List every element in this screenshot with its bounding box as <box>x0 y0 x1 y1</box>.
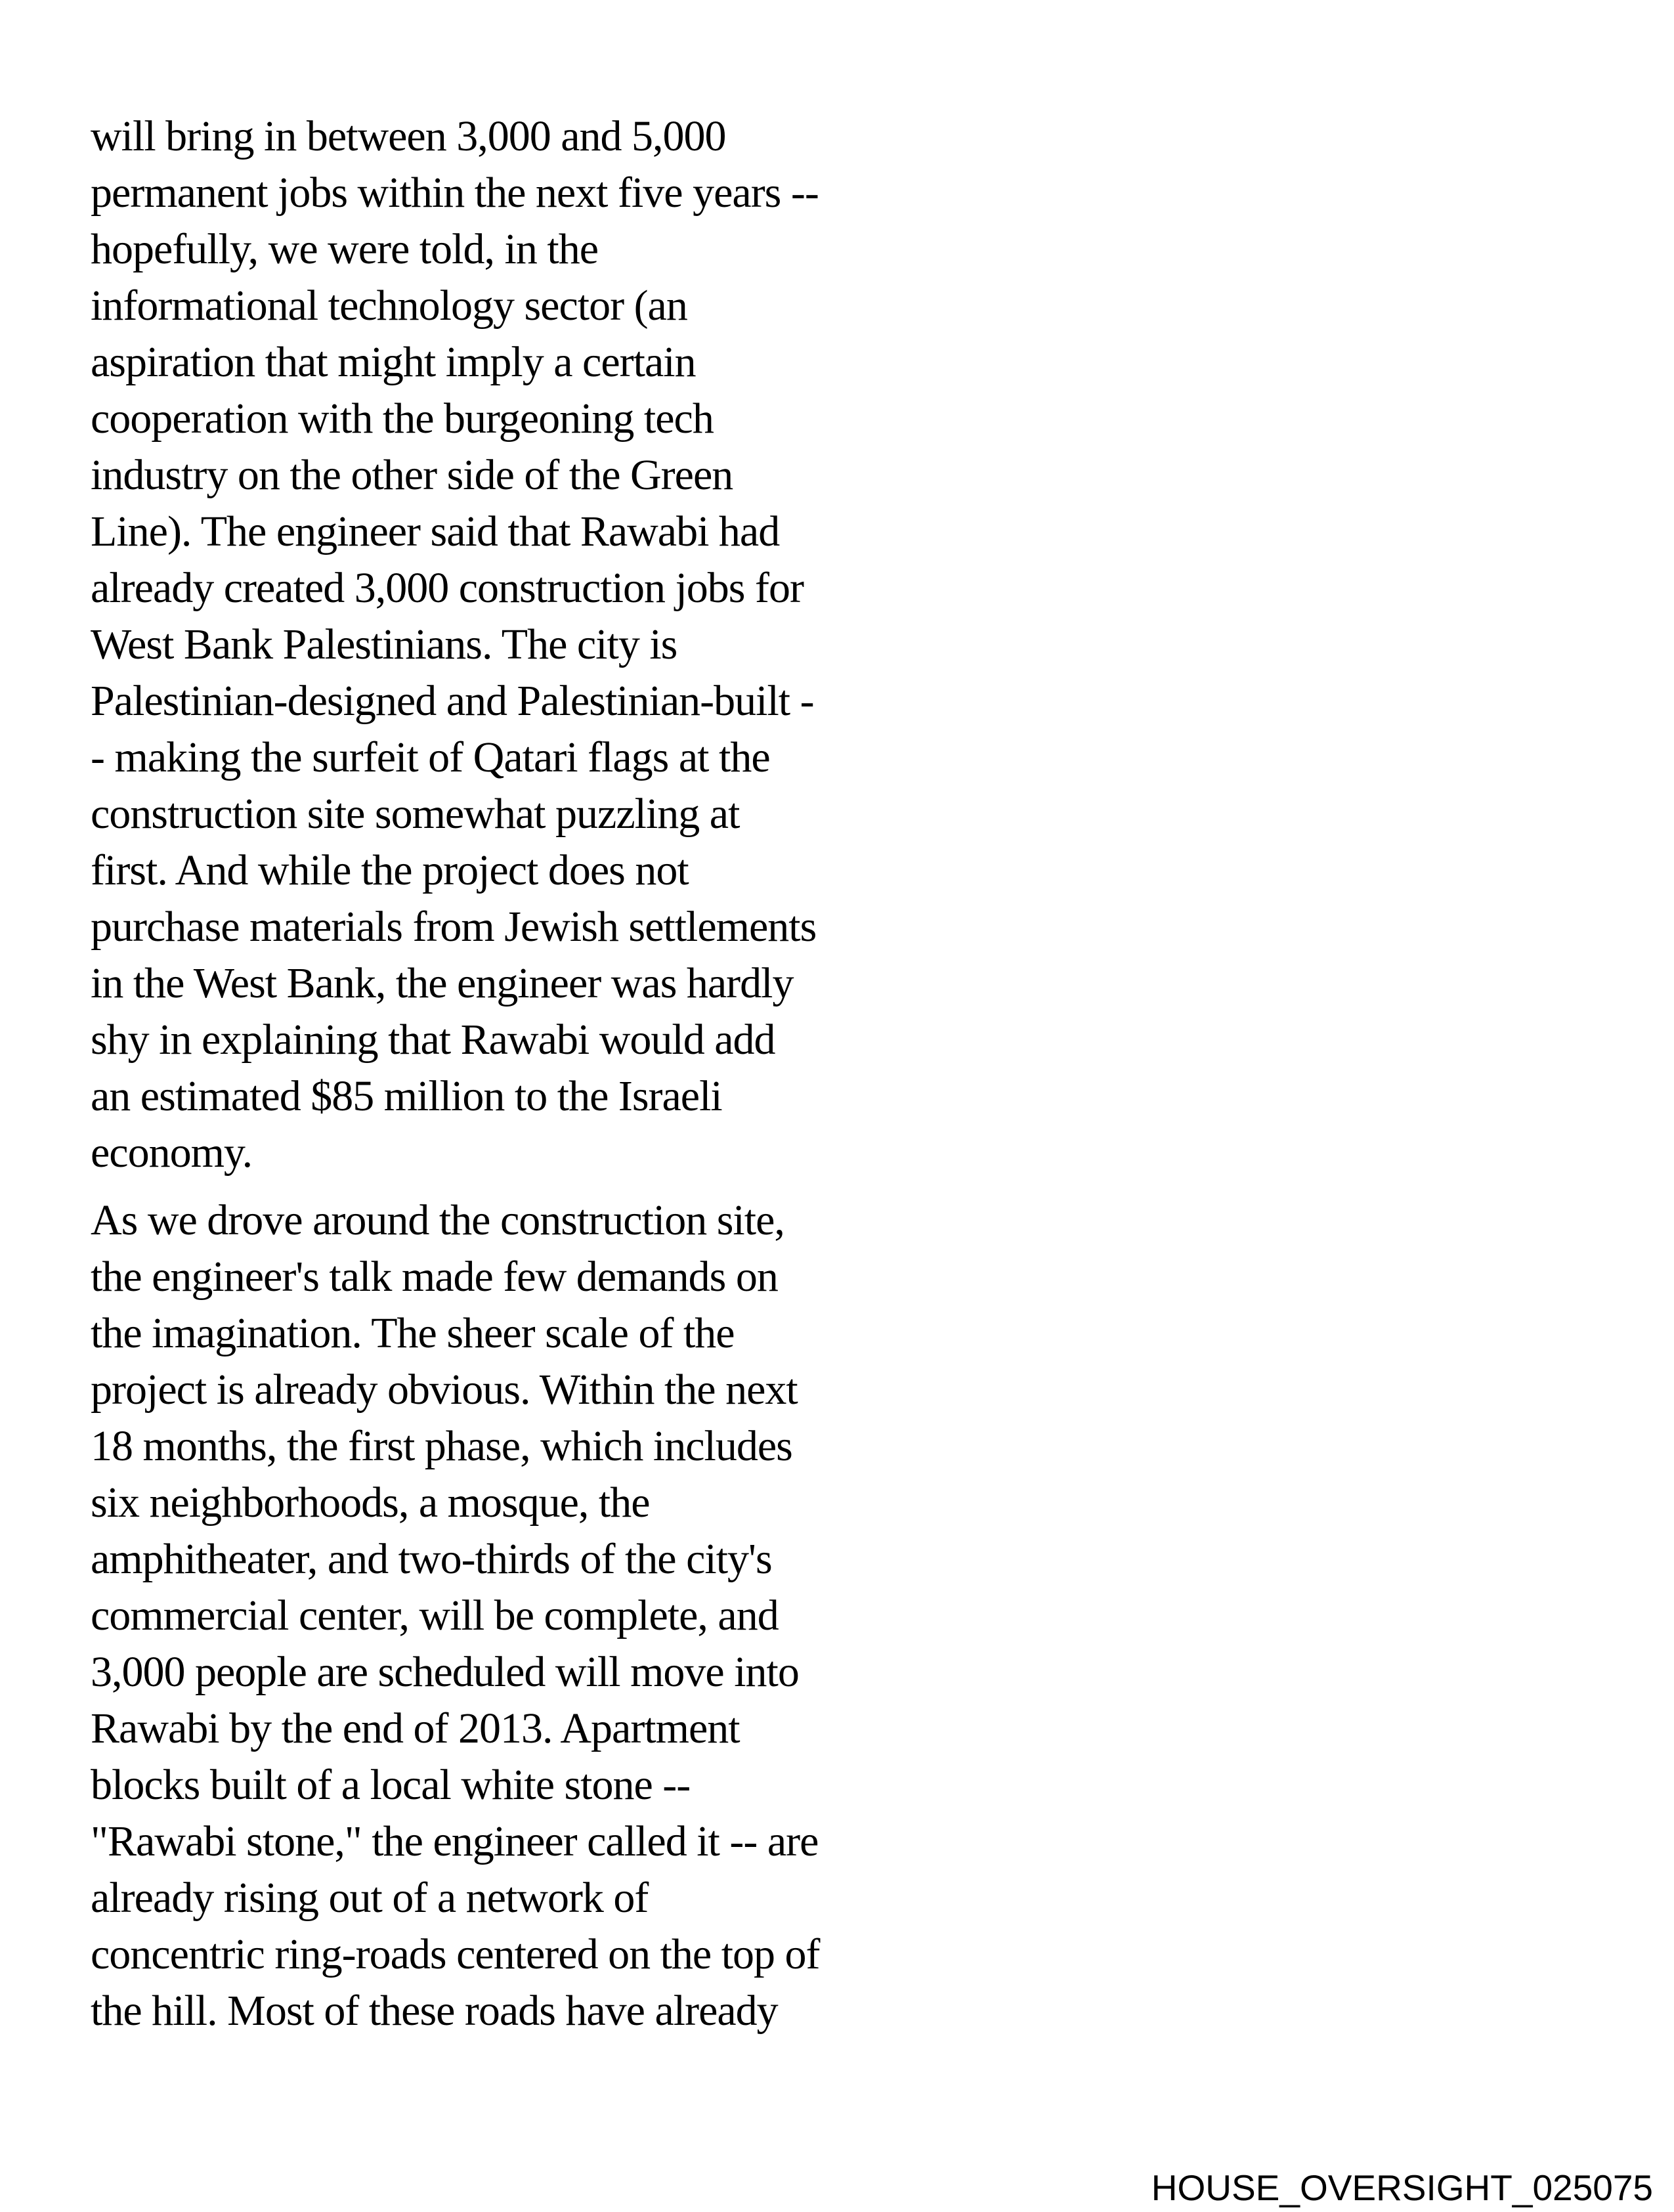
text-line: Palestinian-designed and Palestinian-built - <box>91 677 814 725</box>
text-line: 18 months, the first phase, which includes <box>91 1422 792 1470</box>
text-line: already rising out of a network of <box>91 1874 649 1922</box>
text-line: blocks built of a local white stone -- <box>91 1761 691 1809</box>
text-line: first. And while the project does not <box>91 846 689 894</box>
text-line: informational technology sector (an <box>91 282 687 330</box>
text-line: concentric ring-roads centered on the top of <box>91 1930 820 1978</box>
text-line: "Rawabi stone," the engineer called it -- are <box>91 1817 819 1865</box>
text-line: the hill. Most of these roads have already <box>91 1987 778 2035</box>
paragraph <box>91 1192 820 2039</box>
text-line: shy in explaining that Rawabi would add <box>91 1016 775 1064</box>
text-line: - making the surfeit of Qatari flags at the <box>91 733 770 781</box>
text-line: in the West Bank, the engineer was hardly <box>91 959 794 1007</box>
text-line: Rawabi by the end of 2013. Apartment <box>91 1704 740 1752</box>
paragraph <box>91 108 820 1181</box>
text-line: aspiration that might imply a certain <box>91 338 696 386</box>
text-line: construction site somewhat puzzling at <box>91 790 740 838</box>
text-line: the imagination. The sheer scale of the <box>91 1309 735 1357</box>
text-line: As we drove around the construction site, <box>91 1196 784 1244</box>
text-line: an estimated $85 million to the Israeli <box>91 1072 722 1120</box>
text-line: purchase materials from Jewish settlements <box>91 903 817 951</box>
text-line: commercial center, will be complete, and <box>91 1592 779 1639</box>
text-line: economy. <box>91 1129 253 1177</box>
text-line: already created 3,000 construction jobs for <box>91 564 804 612</box>
text-line: the engineer's talk made few demands on <box>91 1253 778 1301</box>
body-text <box>91 108 820 2039</box>
text-line: permanent jobs within the next five years -- <box>91 169 819 217</box>
text-line: industry on the other side of the Green <box>91 451 733 499</box>
text-line: amphitheater, and two-thirds of the city's <box>91 1535 772 1583</box>
text-line: 3,000 people are scheduled will move into <box>91 1648 799 1696</box>
text-line: six neighborhoods, a mosque, the <box>91 1479 650 1527</box>
text-line: West Bank Palestinians. The city is <box>91 620 677 668</box>
text-line: Line). The engineer said that Rawabi had <box>91 508 780 555</box>
text-line: project is already obvious. Within the next <box>91 1366 798 1414</box>
bates-stamp: HOUSE_OVERSIGHT_025075 <box>1151 2167 1653 2208</box>
text-line: will bring in between 3,000 and 5,000 <box>91 112 726 160</box>
text-line: hopefully, we were told, in the <box>91 225 598 273</box>
text-line: cooperation with the burgeoning tech <box>91 395 714 443</box>
